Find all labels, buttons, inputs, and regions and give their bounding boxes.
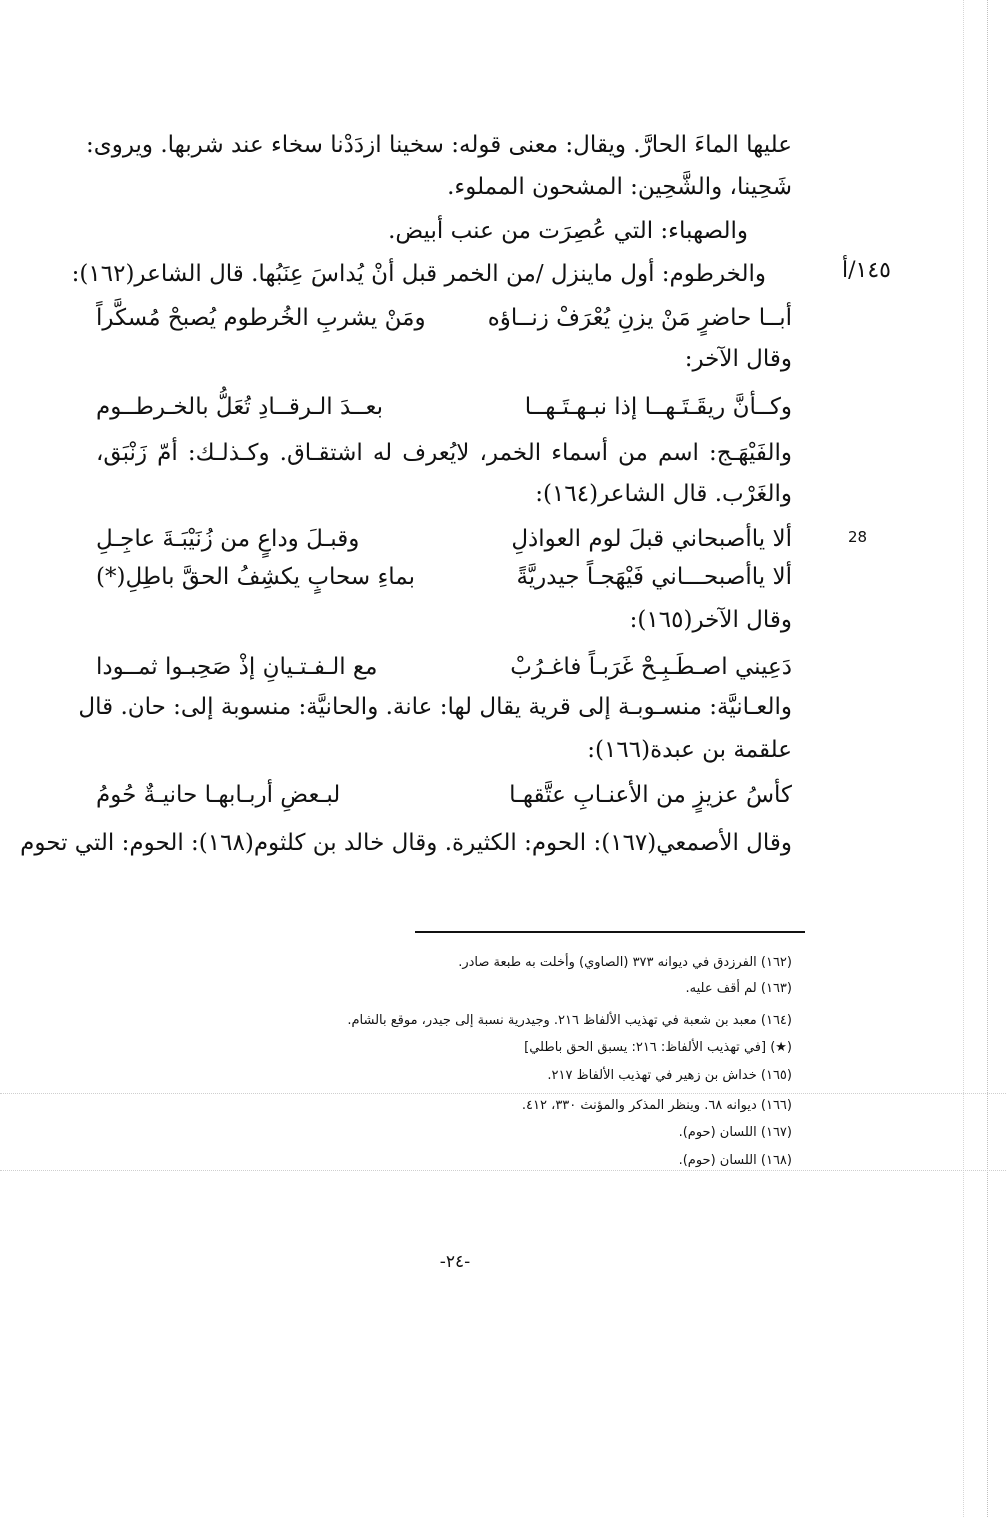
verse-second-hemistich: بعــدَ الـرقــادِ تُعَلُّ بالخـرطــوم	[96, 394, 384, 420]
verse-number: 28	[848, 528, 868, 546]
page-number: -٢٤-	[439, 1252, 471, 1272]
scan-edge-mark	[963, 0, 964, 1517]
verse-second-hemistich: وقبـلَ وداعٍ من زُنَيْبَـةَ عاجِـلِ	[96, 526, 360, 552]
text-line: شَحِينا، والشَّحِين: المشحون المملوء.	[447, 174, 792, 200]
footnote: (١٦٧) اللسان (حوم).	[678, 1125, 792, 1140]
verse-first-hemistich: وكــأنَّ ريقَـتَـهــا إذا نبـهـتَـهــا	[524, 394, 792, 420]
footnote: (★) [في تهذيب الألفاظ: ٢١٦: يسبق الحق باطلي]	[524, 1040, 792, 1055]
footnote: (١٦٨) اللسان (حوم).	[678, 1153, 792, 1168]
verse-line	[96, 778, 792, 812]
text-line: والخرطوم: أول ماينزل /من الخمر قبل أنْ يُداسَ عِنَبُها. قال الشاعر(١٦٢):	[71, 261, 766, 287]
verse-first-hemistich: دَعِيني اصـطَـبِـحْ غَرَبـاً فاغـرُبْ	[510, 654, 792, 680]
verse-line	[96, 390, 792, 424]
text-line: والصهباء: التي عُصِرَت من عنب أبيض.	[388, 218, 748, 244]
footnote: (١٦٦) ديوانه ٦٨. وينظر المذكر والمؤنث ٣٣٠، ٤١٢.	[521, 1098, 792, 1113]
text-line: وقال الآخر(١٦٥):	[629, 607, 792, 633]
footnote: (١٦٤) معبد بن شعبة في تهذيب الألفاظ ٢١٦. وجيدرية نسبة إلى جيدر، موقع بالشام.	[347, 1013, 792, 1028]
scan-edge-mark	[987, 0, 988, 1517]
verse-second-hemistich: لبـعضِ أربـابهـا حانيـةٌ حُومُ	[96, 782, 341, 808]
verse-first-hemistich: أبــا حاضرٍ مَنْ يزنِ يُعْرَفْ زنــاؤه	[487, 305, 792, 331]
verse-first-hemistich: ألا ياأصبحاني قبلَ لوم العواذلِ	[511, 526, 792, 552]
text-line: والفَيْهَـج: اسم من أسماء الخمر، لايُعرف له اشتقـاق. وكـذلـك: أمّ زَنْبَق،	[96, 440, 792, 466]
verse-line	[96, 301, 792, 335]
text-line: والعـانيَّة: منسـوبـة إلى قرية يقال لها: عانة. والحانيَّة: منسوبة إلى: حان. قال	[78, 694, 792, 720]
text-line: علقمة بن عبدة(١٦٦):	[587, 737, 792, 763]
scan-rule-mark	[0, 1170, 1006, 1171]
footnote: (١٦٥) خداش بن زهير في تهذيب الألفاظ ٢١٧.	[547, 1068, 792, 1083]
verse-first-hemistich: كأسُ عزيزٍ من الأعنـابِ عتَّقهـا	[509, 782, 792, 808]
text-line: عليها الماءَ الحارَّ. ويقال: معنى قوله: سخينا ازدَدْنا سخاء عند شربها. ويروى:	[85, 132, 792, 158]
verse-second-hemistich: مع الـفـتـيانِ إذْ صَحِبـوا ثمــودا	[96, 654, 378, 680]
footnote: (١٦٣) لم أقف عليه.	[685, 981, 792, 996]
footnote-separator	[415, 931, 805, 933]
footnote: (١٦٢) الفرزدق في ديوانه ٣٧٣ (الصاوي) وأخلت به طبعة صادر.	[458, 955, 792, 970]
folio-reference: ١٤٥/أ	[842, 258, 891, 283]
verse-line	[96, 522, 792, 556]
text-line: والغَرْب. قال الشاعر(١٦٤):	[535, 481, 792, 507]
verse-line	[96, 560, 792, 594]
verse-second-hemistich: بماءِ سحابٍ يكشِفُ الحقَّ باطِلِ(*)	[96, 564, 415, 590]
scan-rule-mark	[0, 1093, 1006, 1094]
verse-line	[96, 650, 792, 684]
text-line: وقال الأصمعي(١٦٧): الحوم: الكثيرة. وقال خالد بن كلثوم(١٦٨): الحوم: التي تحوم	[20, 830, 792, 856]
text-line: وقال الآخر:	[684, 346, 792, 372]
verse-second-hemistich: ومَنْ يشربِ الخُرطوم يُصبحْ مُسكَّراً	[96, 305, 426, 331]
verse-first-hemistich: ألا ياأصبحـــاني فَيْهَجـاً جيدريَّةً	[516, 564, 792, 590]
